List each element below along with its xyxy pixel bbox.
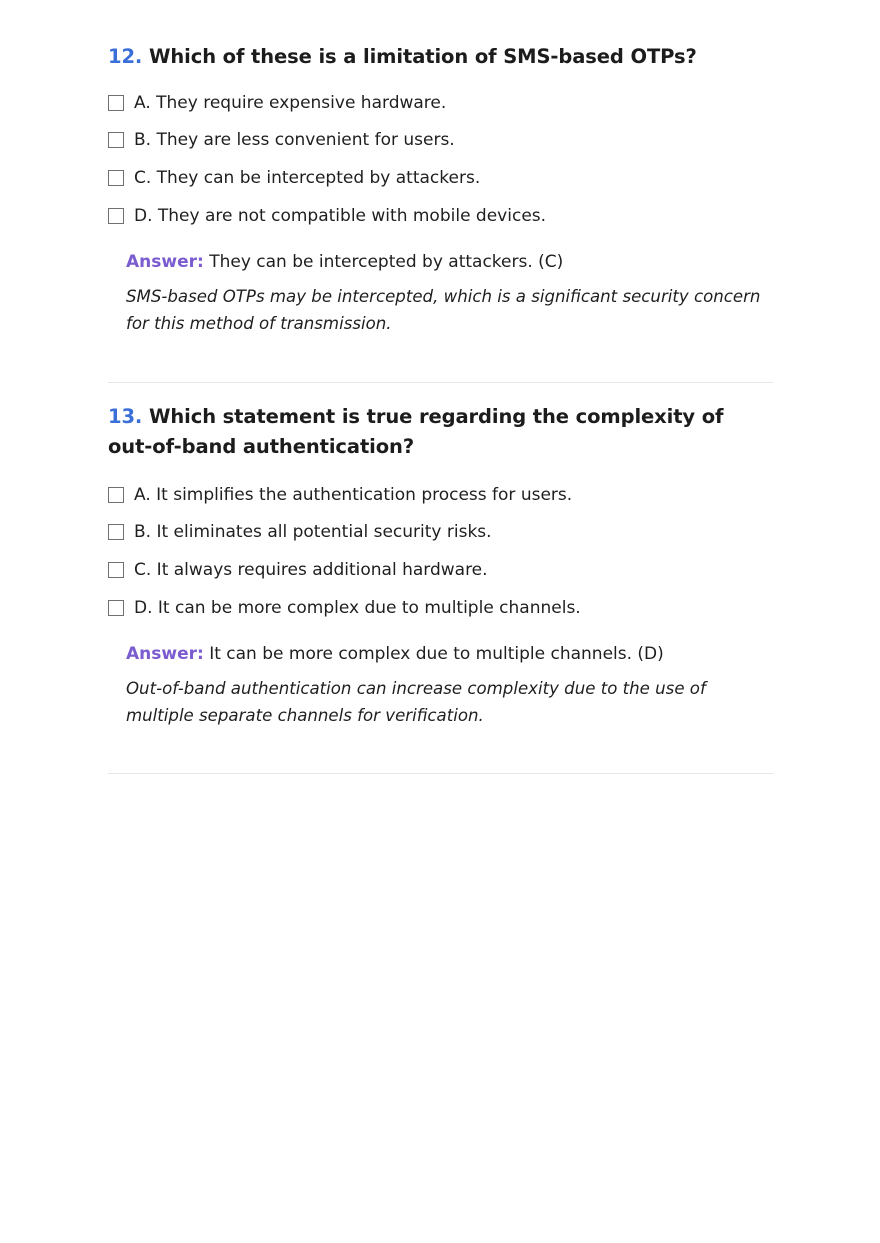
question-title: [108, 42, 773, 72]
answer-text: It can be more complex due to multiple channels. (D): [209, 644, 664, 665]
checkbox[interactable]: [108, 562, 124, 578]
divider: [108, 382, 773, 383]
question-text: Which statement is true regarding the complexity of out-of-band authentication?: [108, 405, 724, 458]
checkbox[interactable]: [108, 524, 124, 540]
option-label: D. They are not compatible with mobile devices.: [134, 205, 547, 226]
option-b[interactable]: [108, 122, 773, 160]
explanation: Out-of-band authentication can increase complexity due to the use of multiple separate channels for verification.: [126, 679, 706, 726]
option-a[interactable]: [108, 476, 773, 514]
option-b[interactable]: [108, 514, 773, 552]
option-a[interactable]: [108, 84, 773, 122]
option-d[interactable]: [108, 589, 773, 627]
option-label: B. It eliminates all potential security risks.: [134, 522, 492, 543]
option-label: A. They require expensive hardware.: [134, 92, 447, 113]
answer-line: [126, 250, 773, 274]
question-number: 13.: [108, 405, 143, 428]
question-12: [108, 42, 773, 337]
option-d[interactable]: [108, 197, 773, 235]
answer-label: Answer:: [126, 644, 204, 665]
question-title: [108, 402, 773, 462]
option-c[interactable]: [108, 159, 773, 197]
checkbox[interactable]: [108, 487, 124, 503]
option-label: D. It can be more complex due to multiple channels.: [134, 597, 581, 618]
option-list: [108, 84, 773, 234]
question-text: Which of these is a limitation of SMS-based OTPs?: [148, 45, 697, 68]
checkbox[interactable]: [108, 170, 124, 186]
answer-text: They can be intercepted by attackers. (C): [209, 252, 564, 273]
option-c[interactable]: [108, 551, 773, 589]
answer-line: [126, 642, 773, 666]
answer-block: [126, 642, 773, 729]
question-number: 12.: [108, 45, 143, 68]
divider: [108, 773, 773, 774]
answer-block: [126, 250, 773, 337]
question-13: [108, 402, 773, 729]
checkbox[interactable]: [108, 132, 124, 148]
answer-label: Answer:: [126, 252, 204, 273]
option-list: [108, 476, 773, 626]
checkbox[interactable]: [108, 95, 124, 111]
checkbox[interactable]: [108, 600, 124, 616]
option-label: A. It simplifies the authentication process for users.: [134, 484, 573, 505]
explanation: SMS-based OTPs may be intercepted, which is a significant security concern for this method of transmission.: [126, 287, 761, 334]
option-label: C. It always requires additional hardware.: [134, 559, 488, 580]
option-label: B. They are less convenient for users.: [134, 130, 455, 151]
option-label: C. They can be intercepted by attackers.: [134, 167, 481, 188]
checkbox[interactable]: [108, 208, 124, 224]
